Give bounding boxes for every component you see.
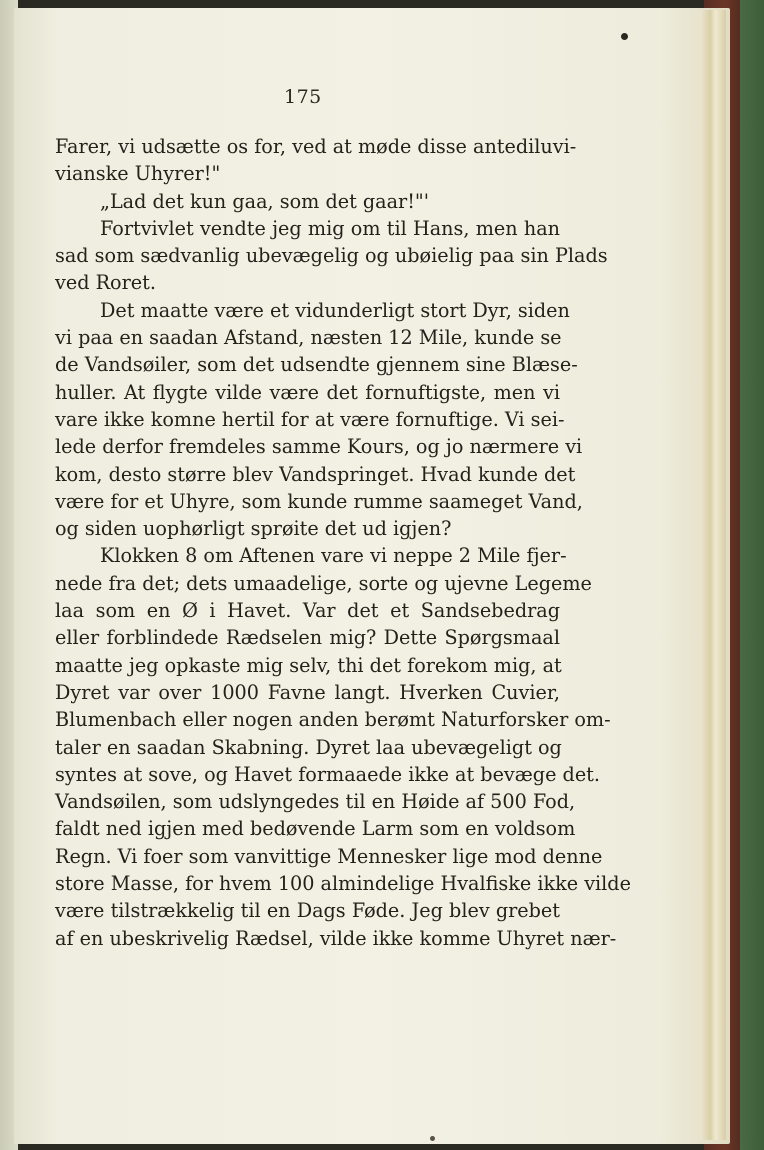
text-line: „Lad det kun gaa, som det gaar!"' [100, 189, 430, 213]
text-line: vare ikke komne hertil for at være fornuftige. Vi sei- [55, 407, 565, 431]
ink-spot [621, 33, 628, 40]
ink-spot-bottom [430, 1136, 435, 1141]
cover-cloth-strip [740, 0, 764, 1150]
text-line: og siden uophørligt sprøite det ud igjen? [55, 517, 452, 541]
text-line: sad som sædvanlig ubevægelig og ubøielig paa sin Plads [55, 244, 608, 268]
text-line: eller forblindede Rædselen mig? Dette Spørgsmaal [55, 626, 560, 650]
text-line: Klokken 8 om Aftenen vare vi neppe 2 Mile fjer- [100, 544, 567, 568]
page-number: 175 [284, 86, 322, 108]
text-line: syntes at sove, og Havet formaaede ikke at bevæge det. [55, 762, 600, 786]
text-line: vianske Uhyrer!" [55, 162, 221, 186]
text-line: faldt ned igjen med bedøvende Larm som en voldsom [55, 817, 576, 841]
text-line: være tilstrækkelig til en Dags Føde. Jeg blev grebet [55, 899, 560, 923]
text-line: Vandsøilen, som udslyngedes til en Høide af 500 Fod, [55, 790, 576, 814]
text-line: kom, desto større blev Vandspringet. Hvad kunde det [55, 462, 576, 486]
text-line: huller. At flygte vilde være det fornuftigste, men vi [55, 380, 560, 404]
text-line: Det maatte være et vidunderligt stort Dyr, siden [100, 298, 570, 322]
text-line: store Masse, for hvem 100 almindelige Hvalfiske ikke vilde [55, 872, 631, 896]
text-line: Regn. Vi foer som vanvittige Mennesker lige mod denne [55, 844, 603, 868]
text-line: de Vandsøiler, som det udsendte gjennem sine Blæse- [55, 353, 578, 377]
text-line: laa som en Ø i Havet. Var det et Sandsebedrag [55, 599, 560, 623]
text-line: maatte jeg opkaste mig selv, thi det forekom mig, at [55, 653, 562, 677]
page-body-text [55, 133, 631, 952]
text-line: Dyret var over 1000 Favne langt. Hverken Cuvier, [55, 680, 560, 704]
text-line: lede derfor fremdeles samme Kours, og jo nærmere vi [55, 435, 583, 459]
text-line: taler en saadan Skabning. Dyret laa ubevægeligt og [55, 735, 562, 759]
text-line: vi paa en saadan Afstand, næsten 12 Mile, kunde se [55, 326, 562, 350]
text-line: af en ubeskrivelig Rædsel, vilde ikke komme Uhyret nær- [55, 926, 617, 950]
text-line: ved Roret. [55, 271, 156, 295]
page-gilt-edge [700, 10, 726, 1140]
text-line: være for et Uhyre, som kunde rumme saameget Vand, [55, 489, 583, 513]
text-line: Blumenbach eller nogen anden berømt Naturforsker om- [55, 708, 611, 732]
text-line: Fortvivlet vendte jeg mig om til Hans, men han [100, 216, 560, 240]
text-line: nede fra det; dets umaadelige, sorte og ujevne Legeme [55, 571, 592, 595]
text-line: Farer, vi udsætte os for, ved at møde disse antediluvi- [55, 135, 577, 158]
